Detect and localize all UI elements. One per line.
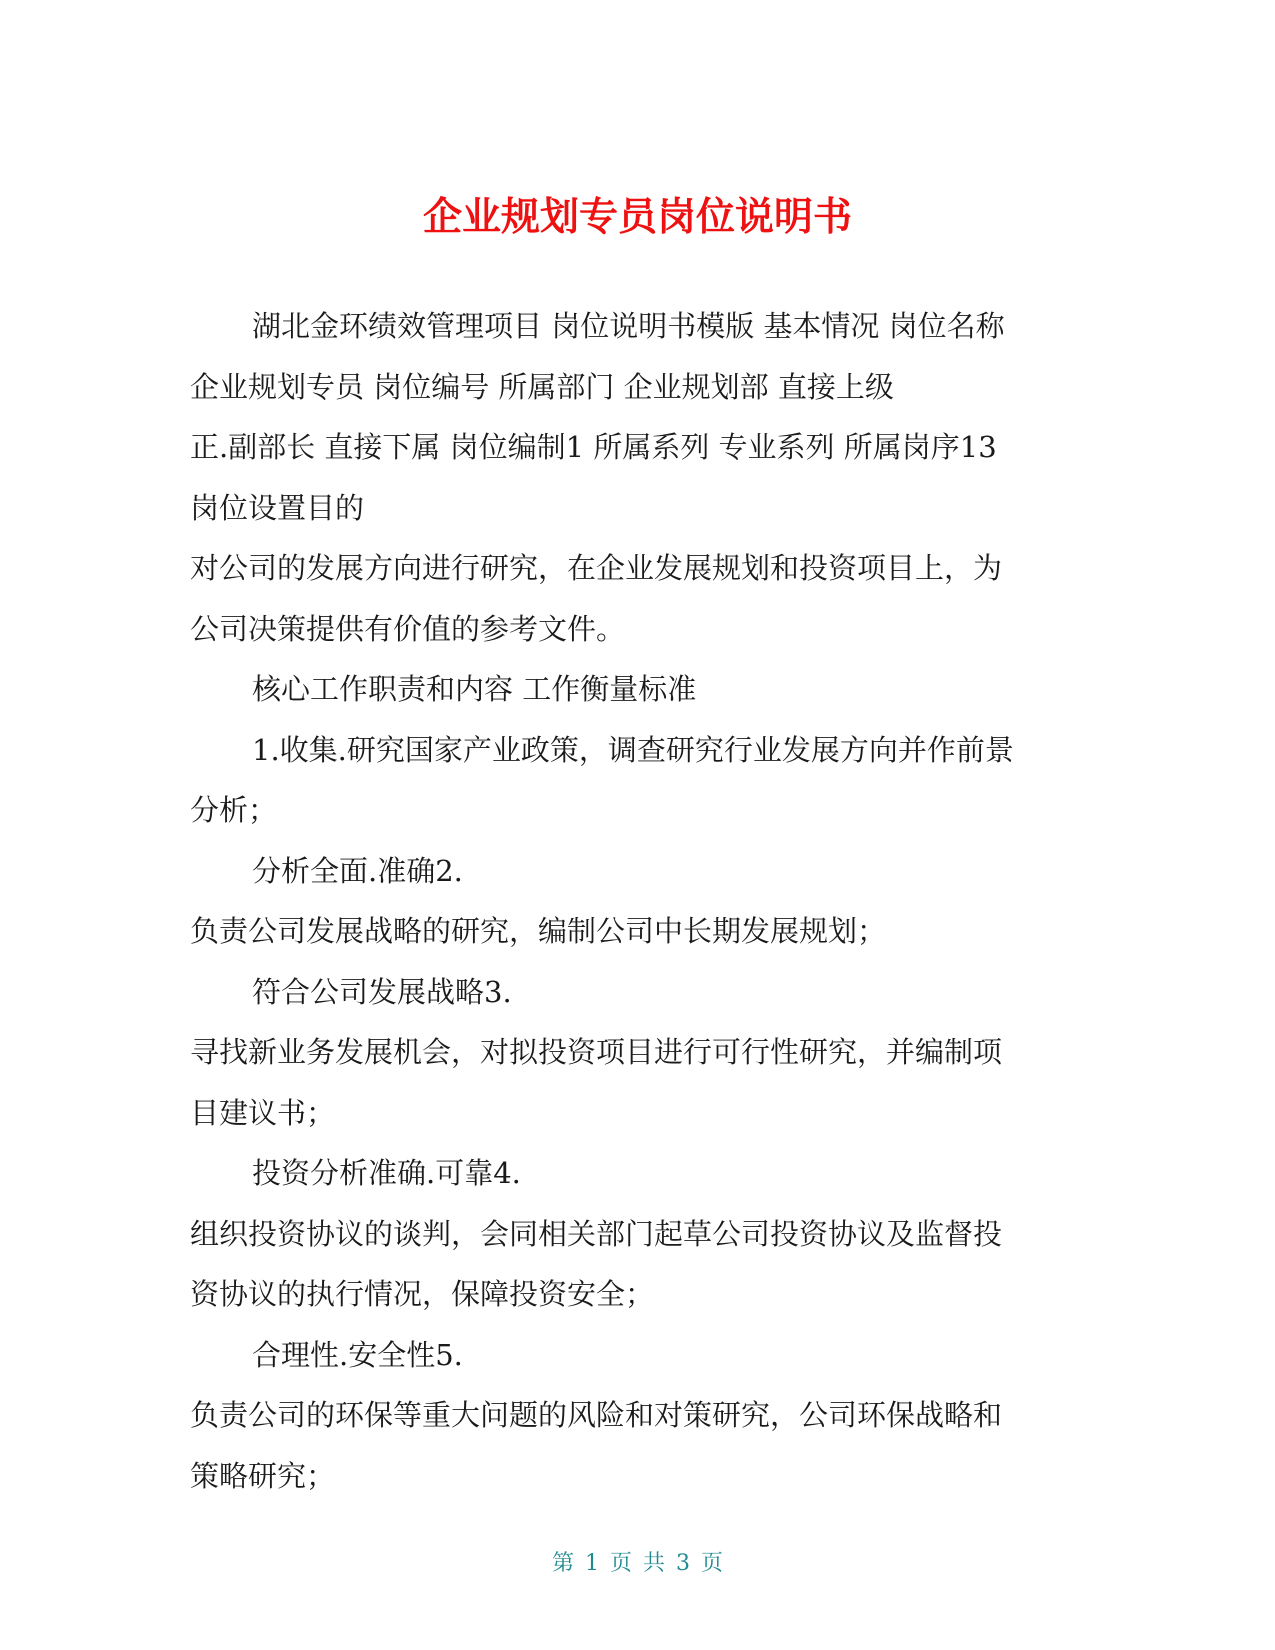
footer-total-pages: 3 [676, 1551, 690, 1576]
body-line: 对公司的发展方向进行研究，在企业发展规划和投资项目上，为 [190, 551, 1003, 585]
footer-prefix: 第 [551, 1551, 574, 1576]
body-line: 负责公司发展战略的研究，编制公司中长期发展规划； [190, 914, 887, 948]
body-line: 合理性.安全性5. [252, 1337, 463, 1372]
body-line: 投资分析准确.可靠4. [252, 1156, 521, 1190]
footer-current-page: 1 [585, 1551, 599, 1576]
footer-suffix: 页 [701, 1551, 724, 1576]
body-line: 湖北金环绩效管理项目 岗位说明书模版 基本情况 岗位名称 [252, 309, 1005, 343]
body-line: 负责公司的环保等重大问题的风险和对策研究，公司环保战略和 [190, 1398, 1003, 1432]
body-line: 策略研究； [190, 1458, 336, 1493]
body-line: 公司决策提供有价值的参考文件。 [190, 611, 626, 646]
body-line: 分析； [190, 793, 278, 827]
body-line: 1.收集.研究国家产业政策，调查研究行业发展方向并作前景 [252, 732, 1014, 767]
document-body [190, 296, 1080, 1506]
body-line: 符合公司发展战略3. [252, 974, 512, 1009]
footer-middle: 页 共 [610, 1551, 665, 1576]
body-line: 分析全面.准确2. [252, 853, 463, 888]
body-line: 核心工作职责和内容 工作衡量标准 [252, 672, 697, 706]
page-footer [0, 1549, 1275, 1579]
document-title: 企业规划专员岗位说明书 [422, 195, 852, 241]
body-line: 岗位设置目的 [190, 490, 365, 525]
body-line: 寻找新业务发展机会，对拟投资项目进行可行性研究，并编制项 [190, 1035, 1003, 1069]
body-line: 目建议书； [190, 1095, 336, 1130]
body-line: 正.副部长 直接下属 岗位编制1 所属系列 专业系列 所属岗序13 [190, 430, 997, 464]
body-line: 资协议的执行情况，保障投资安全； [190, 1277, 655, 1311]
body-line: 企业规划专员 岗位编号 所属部门 企业规划部 直接上级 [190, 369, 894, 404]
body-line: 组织投资协议的谈判，会同相关部门起草公司投资协议及监督投 [190, 1216, 1003, 1251]
